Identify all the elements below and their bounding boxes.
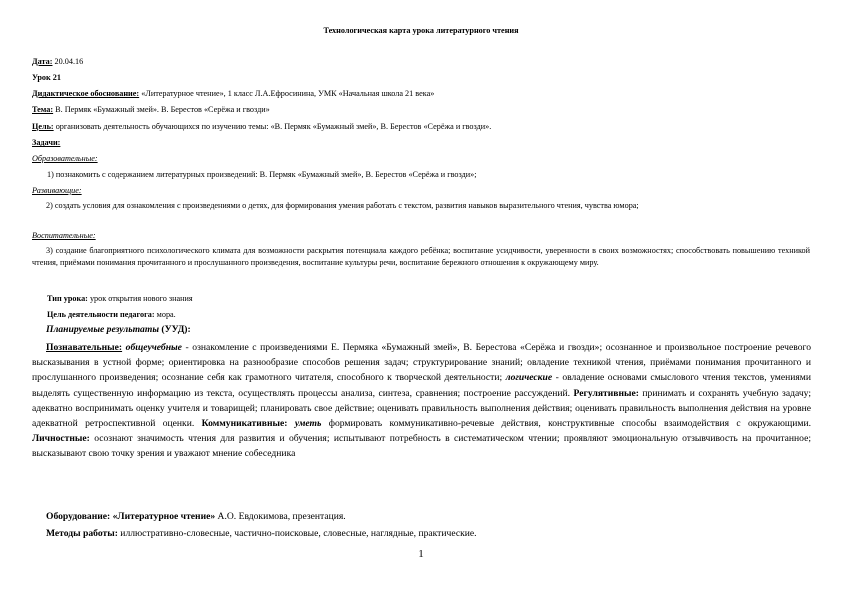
teacher-goal-line (47, 309, 176, 320)
lesson-type-line (47, 293, 193, 304)
date-line (32, 56, 83, 67)
teacher-goal-label: Цель деятельности педагога: (47, 310, 155, 319)
methods-value: иллюстративно-словесные, частично-поисковые, словесные, наглядные, практические. (117, 528, 477, 539)
topic-value: В. Пермяк «Бумажный змей». В. Берестов «Серёжа и гвозди» (53, 105, 270, 114)
topic-line (32, 104, 270, 115)
communicative-label: Коммуникативные: (201, 418, 288, 430)
general-label: общеучебные (125, 342, 182, 353)
didactic-value: «Литературное чтение», 1 класс Л.А.Ефросинина, УМК «Начальная школа 21 века» (139, 89, 435, 98)
developing-text: 2) создать условия для ознакомления с произведениями о детях, для формирования умения работать с текстом, развития навыков выразительного чтения, чувства юмора; (46, 201, 639, 210)
lesson-type-label: Тип урока: (47, 294, 88, 303)
goal-value: организовать деятельность обучающихся по изучению темы: «В. Пермяк «Бумажный змей», В. Берестов «Серёжа и гвозди». (53, 122, 492, 131)
results-text-2: - овладение основами смыслового чтения текстов, умениями выделять существенную информацию из текста, осуществлять процессы анализа, синтеза, сравнения; построение рассуждений. (32, 372, 812, 399)
developing-item (32, 200, 810, 212)
tasks-heading: Задачи: (32, 138, 61, 147)
teacher-goal-value: мора. (154, 310, 176, 319)
communicative-italic: уметь (294, 418, 322, 430)
methods-line (46, 528, 477, 539)
lesson-number: Урок 21 (32, 73, 61, 82)
educational-heading: Образовательные: (32, 154, 98, 163)
upbringing-heading: Воспитательные: (32, 231, 96, 240)
equipment-line (46, 511, 346, 522)
educational-item: 1) познакомить с содержанием литературных произведений: В. Пермяк «Бумажный змей», В. Берестов «Серёжа и гвозди»; (47, 170, 477, 179)
results-text-5: осознают значимость чтения для развития и обучения; испытывают потребность в систематическом чтении; проявляют эмоциональную отзывчивость на прочитанное; высказывают свою точку зрения и уважают мнение собеседника (32, 433, 811, 460)
equipment-value: А.О. Евдокимова, презентация. (215, 511, 346, 522)
regulatory-label: Регулятивные: (573, 387, 639, 399)
date-label: Дата: (32, 57, 53, 66)
developing-heading: Развивающие: (32, 186, 82, 195)
results-text-4a (287, 418, 294, 429)
logical-label: логические (505, 372, 553, 384)
planned-results-label: Планируемые результаты (46, 324, 159, 335)
upbringing-text: 3) создание благоприятного психологического климата для возможности раскрытия потенциала каждого ребёнка; воспитание усидчивости, уверенности в своих возможностях; способствовать повышению техникой чтения, приёмами понимания прочитанного и прослушанного произведения, воспитание культуры речи, воспитание бережного отношения к окружающему миру. (32, 246, 810, 267)
results-paragraph (32, 340, 811, 462)
lesson-type-value: урок открытия нового знания (87, 294, 193, 303)
cognitive-label: Познавательные: (46, 342, 123, 353)
date-value: 20.04.16 (52, 57, 84, 66)
equipment-label: Оборудование: (46, 511, 111, 522)
didactic-line (32, 88, 434, 99)
goal-label: Цель: (32, 122, 54, 131)
didactic-label: Дидактическое обоснование: (32, 89, 140, 98)
results-text-4: формировать коммуникативно-речевые действия, конструктивные способы взаимодействия с окружающими. (321, 418, 811, 430)
methods-label: Методы работы: (46, 528, 118, 539)
personal-label: Личностные: (32, 433, 90, 445)
planned-results-value: (УУД): (158, 324, 191, 335)
topic-label: Тема: (32, 105, 54, 114)
results-text-1: - ознакомление с произведениями Е. Пермяка «Бумажный змей», В. Берестова «Серёжа и гвозди»; осознанное и произвольное построение речевого высказывания в устной форме; ориентировка на разнообразие способов решения задач; структурирование знаний; овладение техникой чтения, приёмами понимания прочитанного и прослушанного произведения; осознание себя как грамотного читателя, способного к творческой деятельности; (32, 342, 811, 384)
goal-line (32, 121, 491, 132)
results-text-3: принимать и сохранять учебную задачу; адекватно воспринимать оценку учителя и товарищей; планировать свое действие; оценивать правильность выполнения действия; оценивать правильность выполнения действия на уровне адекватной ретроспективной оценки. (32, 387, 812, 430)
planned-results-line (46, 324, 191, 335)
page-number: 1 (418, 548, 424, 560)
equipment-book: «Литературное чтение» (110, 511, 216, 522)
upbringing-item (32, 245, 810, 268)
document-title: Технологическая карта урока литературного чтения (323, 26, 519, 35)
